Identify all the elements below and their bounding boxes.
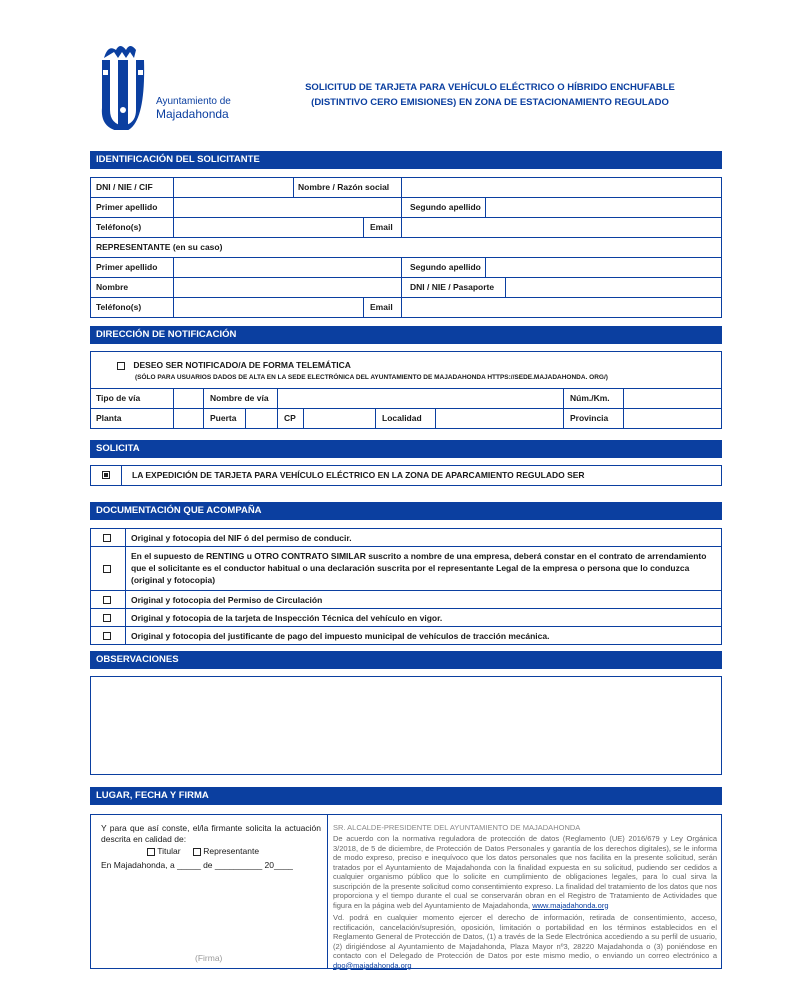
telefono-field[interactable]	[173, 218, 365, 237]
email-field[interactable]	[401, 218, 721, 237]
puerta-field[interactable]	[245, 409, 277, 428]
label-primer-apellido: Primer apellido	[96, 202, 158, 212]
doc-label-3: Original y fotocopia del Permiso de Circulación	[131, 595, 323, 605]
label-num-km: Núm./Km.	[570, 393, 610, 403]
section-direccion: DIRECCIÓN DE NOTIFICACIÓN	[90, 326, 722, 344]
dpo-email-link[interactable]: dpo@majadahonda.org	[333, 960, 412, 970]
destinatario: SR. ALCALDE-PRESIDENTE DEL AYUNTAMIENTO DE MAJADAHONDA	[333, 823, 581, 832]
section-solicita: SOLICITA	[90, 440, 722, 458]
label-nombre-razon: Nombre / Razón social	[298, 182, 390, 192]
solicita-table	[90, 465, 722, 486]
planta-field[interactable]	[173, 409, 203, 428]
rep-email-field[interactable]	[401, 298, 721, 317]
label-segundo-apellido: Segundo apellido	[410, 202, 481, 212]
solicita-checkbox[interactable]	[102, 471, 110, 479]
titular-label: Titular	[157, 846, 181, 856]
doc-item	[91, 609, 721, 627]
telematica-checkbox[interactable]	[117, 362, 125, 370]
doc-item	[91, 529, 721, 547]
lugar-fecha: En Majadahonda, a _____ de __________ 20____	[101, 860, 293, 870]
label-planta: Planta	[96, 413, 122, 423]
legal-text-2: Vd. podrá en cualquier momento ejercer el derecho de información, retirada de consentimiento, acceso, rectificación, cancelación/supresión, oposición, limitación o portabilidad en los términos establecidos en el Reglamento General de Protección de Datos, (1) a través de la Sede Electrónica accediendo a su perfil de usuario, (2) dirigiéndose al Ayuntamiento de Majadahonda, Plaza Mayor nº3, 28220 Majadahonda o (3) poniéndose en contacto con el Delegado de Protección de Datos por este mismo medio, o enviando un correo electrónico a dpo@majadahonda.org	[333, 913, 717, 970]
direccion-table	[90, 351, 722, 429]
doc-label-4: Original y fotocopia de la tarjeta de Inspección Técnica del vehículo en vigor.	[131, 613, 443, 623]
doc-checkbox-2[interactable]	[103, 565, 111, 573]
doc-checkbox-5[interactable]	[103, 632, 111, 640]
label-nombre-via: Nombre de vía	[210, 393, 269, 403]
localidad-field[interactable]	[435, 409, 563, 428]
rep-primer-apellido-field[interactable]	[173, 258, 403, 277]
label-dni: DNI / NIE / CIF	[96, 182, 153, 192]
telematica-note: (SÓLO PARA USUARIOS DADOS DE ALTA EN LA SEDE ELECTRÓNICA DEL AYUNTAMIENTO DE MAJADAHONDA HTTPS://SEDE.MAJADAHONDA. ORG/)	[135, 374, 608, 381]
rep-segundo-apellido-field[interactable]	[485, 258, 721, 277]
label-rep-nombre: Nombre	[96, 282, 129, 292]
titular-checkbox[interactable]	[147, 848, 155, 856]
section-identificacion: IDENTIFICACIÓN DEL SOLICITANTE	[90, 151, 722, 169]
label-cp: CP	[284, 413, 296, 423]
cp-field[interactable]	[303, 409, 375, 428]
identificacion-table	[90, 177, 722, 318]
rep-dni-field[interactable]	[505, 278, 721, 297]
solicita-label: LA EXPEDICIÓN DE TARJETA PARA VEHÍCULO ELÉCTRICO EN LA ZONA DE APARCAMIENTO REGULADO SER	[132, 470, 585, 480]
label-email: Email	[370, 222, 393, 232]
firma-table	[90, 814, 722, 969]
org-name: Ayuntamiento de Majadahonda	[156, 96, 231, 121]
calidad-options	[147, 846, 259, 856]
doc-item	[91, 591, 721, 609]
doc-item	[91, 547, 721, 591]
nombre-razon-field[interactable]	[401, 178, 721, 197]
label-rep-segundo-apellido: Segundo apellido	[410, 262, 481, 272]
label-localidad: Localidad	[382, 413, 422, 423]
label-provincia: Provincia	[570, 413, 609, 423]
doc-checkbox-3[interactable]	[103, 596, 111, 604]
tipo-via-field[interactable]	[173, 389, 203, 408]
observaciones-field[interactable]	[90, 676, 722, 775]
primer-apellido-field[interactable]	[173, 198, 403, 217]
rep-nombre-field[interactable]	[173, 278, 403, 297]
representante-label: Representante	[203, 846, 260, 856]
telematica-option[interactable]	[117, 360, 351, 370]
nombre-via-field[interactable]	[277, 389, 563, 408]
label-rep-primer-apellido: Primer apellido	[96, 262, 158, 272]
telematica-label: DESEO SER NOTIFICADO/A DE FORMA TELEMÁTICA	[133, 360, 351, 370]
provincia-field[interactable]	[623, 409, 721, 428]
segundo-apellido-field[interactable]	[485, 198, 721, 217]
legal-text-1: De acuerdo con la normativa reguladora de protección de datos (Reglamento (UE) 2016/679 y Ley Orgánica 3/2018, de 5 de diciembre, de Protección de Datos Personales y garantía de los derechos digitales), se le informa de modo expreso, preciso e inequívoco que los datos personales que nos facilita en la presente solicitud, serán tratados por el Ayuntamiento de Majadahonda con la finalidad expuesta en su solicitud, pudiendo ser cedidos a cualquier organismo público que lo solicite en cumplimiento de obligaciones legales, para lo cual sirva la suscripción de la presente solicitud como consentimiento expreso. La finalidad del tratamiento de los datos que nos proporciona y el tiempo durante el cual se conservarán obran en el Registro de Tratamiento de Actividades que figura en la página web del Ayuntamiento de Majadahonda, www.majadahonda.org	[333, 834, 717, 910]
firma-text: Y para que así conste, el/la firmante solicita la actuación descrita en calidad de:	[101, 823, 321, 844]
label-representante: REPRESENTANTE (en su caso)	[96, 242, 223, 252]
num-km-field[interactable]	[623, 389, 721, 408]
label-telefono: Teléfono(s)	[96, 222, 142, 232]
doc-label-2: En el supuesto de RENTING u OTRO CONTRATO SIMILAR suscrito a nombre de una empresa, deberá constar en el contrato de arrendamiento que el solicitante es el conductor habitual o una declaración suscrita por el representante Legal de la empresa o persona que lo conduzca (original y fotocopia)	[131, 551, 707, 585]
doc-item	[91, 627, 721, 644]
doc-label-5: Original y fotocopia del justificante de pago del impuesto municipal de vehículos de tracción mecánica.	[131, 631, 550, 641]
doc-label-1: Original y fotocopia del NIF ó del permiso de conducir.	[131, 533, 352, 543]
label-tipo-via: Tipo de vía	[96, 393, 141, 403]
web-link[interactable]: www.majadahonda.org	[532, 900, 609, 910]
label-rep-email: Email	[370, 302, 393, 312]
section-firma: LUGAR, FECHA Y FIRMA	[90, 787, 722, 805]
section-documentacion: DOCUMENTACIÓN QUE ACOMPAÑA	[90, 502, 722, 520]
label-puerta: Puerta	[210, 413, 237, 423]
label-rep-dni: DNI / NIE / Pasaporte	[410, 282, 495, 292]
documentacion-table	[90, 528, 722, 645]
representante-checkbox[interactable]	[193, 848, 201, 856]
document-title: SOLICITUD DE TARJETA PARA VEHÍCULO ELÉCTRICO O HÍBRIDO ENCHUFABLE (DISTINTIVO CERO EMISIONES) EN ZONA DE ESTACIONAMIENTO REGULADO	[305, 82, 675, 108]
rep-telefono-field[interactable]	[173, 298, 365, 317]
section-observaciones: OBSERVACIONES	[90, 651, 722, 669]
firma-label: (Firma)	[195, 953, 223, 963]
doc-checkbox-1[interactable]	[103, 534, 111, 542]
label-rep-telefono: Teléfono(s)	[96, 302, 142, 312]
doc-checkbox-4[interactable]	[103, 614, 111, 622]
